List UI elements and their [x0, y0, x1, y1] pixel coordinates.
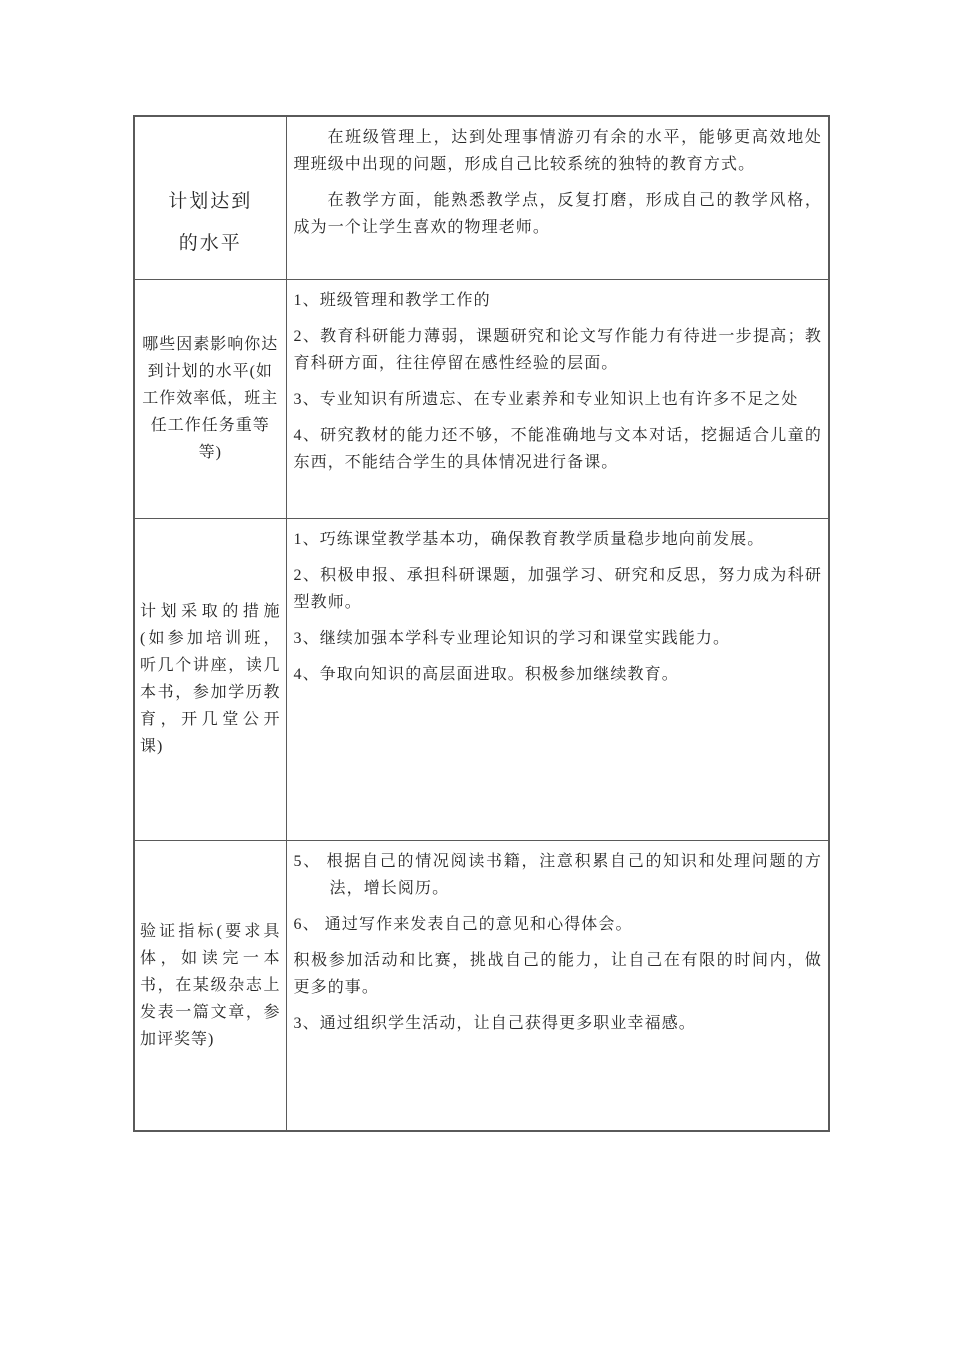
cell-measures-label: [134, 518, 286, 840]
content-paragraph: 1、巧练课堂教学基本功，确保教育教学质量稳步地向前发展。: [293, 530, 765, 548]
label-line: 体，如读完一本: [140, 949, 281, 967]
table-row-verification-indicators: [134, 840, 829, 1131]
label-line: 等): [198, 444, 222, 461]
content-paragraph: 3、专业知识有所遗忘、在专业素养和专业知识上也有许多不足之处: [293, 390, 799, 408]
label-line: 的水平: [178, 232, 242, 254]
label-line: 听几个讲座，读几: [140, 657, 281, 674]
table-row-planned-measures: [134, 518, 829, 840]
label-line: (如参加培训班，: [140, 630, 281, 647]
cell-factors-label: [134, 279, 286, 518]
label-line: 哪些因素影响你达: [142, 336, 279, 353]
development-plan-table: [133, 115, 830, 1132]
cell-indicators-content: [286, 840, 829, 1131]
content-paragraph: 3、通过组织学生活动，让自己获得更多职业幸福感。: [293, 1014, 696, 1032]
content-paragraph: 在教学方面，能熟悉教学点，反复打磨，形成自己的教学风格，成为一个让学生喜欢的物理老师。: [293, 192, 822, 236]
label-line: 育，开几堂公开: [140, 711, 281, 728]
table-row-plan-level: [134, 116, 829, 279]
label-line: 本书，参加学历教: [140, 684, 281, 701]
cell-plan-level-content: [286, 116, 829, 279]
content-paragraph: 3、继续加强本学科专业理论知识的学习和课堂实践能力。: [293, 629, 731, 647]
content-paragraph: 4、研究教材的能力还不够，不能准确地与文本对话，挖掘适合儿童的东西，不能结合学生的具体情况进行备课。: [293, 426, 822, 471]
label-line: 任工作任务重等: [150, 417, 270, 434]
content-paragraph: 1、班级管理和教学工作的: [293, 291, 491, 309]
content-paragraph: 6、 通过写作来发表自己的意见和心得体会。: [293, 915, 633, 933]
table-row-influencing-factors: [134, 279, 829, 518]
label-line: 课): [140, 738, 164, 755]
label-line: 计划达到: [168, 190, 253, 212]
content-paragraph: 在班级管理上，达到处理事情游刃有余的水平，能够更高效地处理班级中出现的问题，形成自己比较系统的独特的教育方式。: [293, 129, 822, 173]
cell-measures-content: [286, 518, 829, 840]
content-paragraph: 积极参加活动和比赛，挑战自己的能力，让自己在有限的时间内，做更多的事。: [293, 951, 822, 996]
label-line: 到计划的水平(如: [147, 363, 273, 380]
cell-factors-content: [286, 279, 829, 518]
content-paragraph: 2、教育科研能力薄弱，课题研究和论文写作能力有待进一步提高；教育科研方面，往往停留在感性经验的层面。: [293, 327, 822, 372]
cell-indicators-label: [134, 840, 286, 1131]
label-line: 发表一篇文章，参: [140, 1003, 281, 1021]
label-line: 工作效率低，班主: [142, 390, 279, 407]
label-line: 书，在某级杂志上: [140, 976, 281, 994]
label-line: 计划采取的措施: [140, 603, 281, 620]
content-paragraph: 4、争取向知识的高层面进取。积极参加继续教育。: [293, 665, 679, 683]
cell-plan-level-label: [134, 116, 286, 279]
label-line: 加评奖等): [140, 1030, 215, 1048]
label-line: 验证指标(要求具: [140, 922, 281, 940]
content-paragraph: 5、 根据自己的情况阅读书籍，注意积累自己的知识和处理问题的方法，增长阅历。: [293, 852, 822, 897]
content-paragraph: 2、积极申报、承担科研课题，加强学习、研究和反思，努力成为科研型教师。: [293, 566, 822, 611]
